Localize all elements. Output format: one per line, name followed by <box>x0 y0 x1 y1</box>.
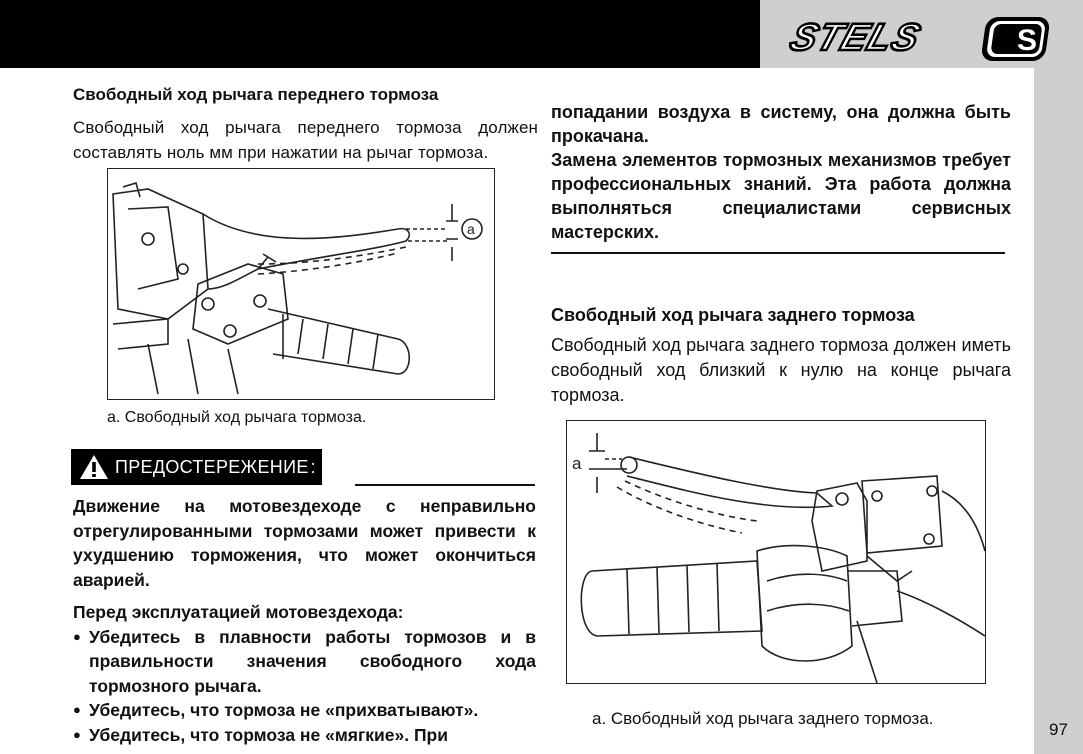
figure2-label-a: a <box>572 454 582 473</box>
continued-text: попадании воздуха в систему, она должна быть прокачана. <box>551 102 1011 146</box>
stels-logo <box>760 0 1083 68</box>
warning-text: Движение на мотовездеходе с неправильно отрегулированными тормозами может привести к ухудшению торможения, что может окончиться аварией. <box>73 496 536 590</box>
warning-triangle-icon <box>79 453 109 481</box>
section-divider <box>551 252 1005 254</box>
brand-wordmark: STELS <box>784 16 926 59</box>
warning-underline <box>355 484 535 486</box>
before-use-list <box>73 625 536 748</box>
header-bar <box>0 0 760 68</box>
brand-logo-area <box>760 0 1083 68</box>
list-item: ● Убедитесь, что тормоза не «прихватывают». <box>73 698 536 723</box>
figure2-caption: а. Свободный ход рычага заднего тормоза. <box>592 709 934 728</box>
warning-section <box>73 494 536 747</box>
brand-emblem-letter: S <box>1017 24 1038 57</box>
warning-label: ПРЕДОСТЕРЕЖЕНИЕ <box>115 456 309 477</box>
front-brake-section <box>73 84 538 165</box>
list-item: ● Убедитесь в плавности работы тормозов и в правильности значения свободного хода тормозного рычага. <box>73 625 536 699</box>
warning-banner <box>71 449 322 485</box>
before-use-heading: Перед эксплуатацией мотовездехода: <box>73 602 404 622</box>
rear-brake-heading: Свободный ход рычага заднего тормоза <box>551 305 915 325</box>
replacement-warning-text: Замена элементов тормозных механизмов требует профессиональных знаний. Эта работа должна выполняться специалистами сервисных мастерских. <box>551 150 1011 242</box>
figure1-label-a: a <box>467 221 475 237</box>
stels-s-emblem-icon <box>980 17 1050 61</box>
rear-brake-figure <box>566 420 986 684</box>
front-brake-text: Свободный ход рычага переднего тормоза должен составлять ноль мм при нажатии на рычаг тормоза. <box>73 118 538 162</box>
right-column <box>551 100 1011 408</box>
front-brake-figure <box>107 168 495 400</box>
rear-brake-text: Свободный ход рычага заднего тормоза должен иметь свободный ход близкий к нулю на конце рычага тормоза. <box>551 335 1011 405</box>
right-margin-bar <box>1034 68 1083 754</box>
warning-colon: : <box>310 456 316 477</box>
rear-brake-lever-drawing <box>567 421 985 683</box>
front-brake-lever-drawing <box>108 169 494 399</box>
list-item: ● Убедитесь, что тормоза не «мягкие». При <box>73 723 536 748</box>
page-number: 97 <box>1049 720 1068 739</box>
figure1-caption: а. Свободный ход рычага тормоза. <box>107 409 367 426</box>
front-brake-heading: Свободный ход рычага переднего тормоза <box>73 85 439 104</box>
